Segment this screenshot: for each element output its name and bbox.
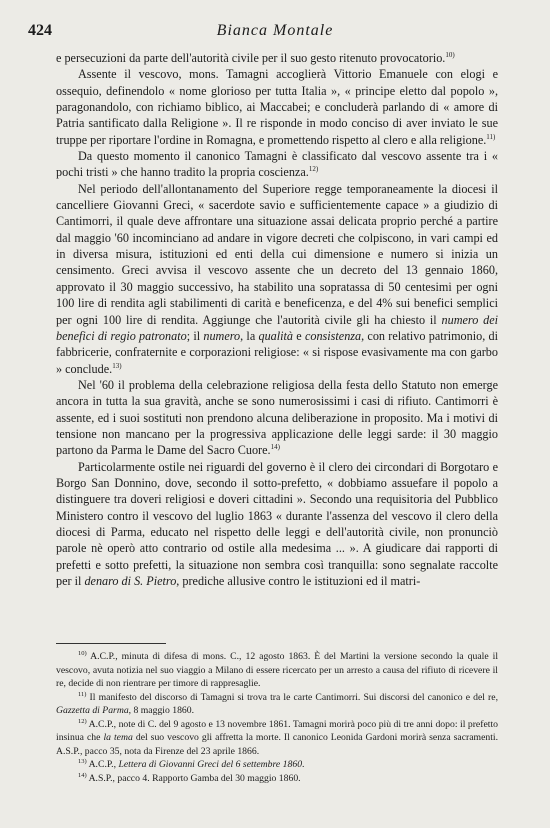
italic-text: la tema [103, 732, 133, 743]
footnote-text: Il manifesto del discorso di Tamagni si trova tra le carte Cantimorri. Sui discorsi del canonico e del re, [89, 691, 499, 703]
footnote-separator [56, 643, 166, 644]
italic-text: denaro di S. Pietro [84, 574, 177, 588]
paragraph-text: ; il [186, 328, 201, 343]
italic-text: qualità [258, 328, 294, 343]
paragraph-1 [56, 66, 498, 148]
footnote-ref: 10) [445, 51, 455, 59]
paragraph-text: , con relativo patrimonio, di fabbricerie, confraternite e corporazioni religiose: « si rispose evasivamente ma con garbo » conclude. [56, 328, 498, 376]
italic-text: Lettera di Giovanni Greci del 6 settembre 1860 [118, 759, 303, 770]
paragraph-5 [56, 459, 498, 590]
paragraph-text: e [293, 328, 302, 343]
footnote-text: A.C.P., minuta di difesa di mons. C., 12 agosto 1863. È del Martini la versione secondo la quale il vescovo, avuta notizia nel suo viaggio a Milano di essere ricercato per un arresto a causa del rifiuto di ricevere il re, decide di non rientrare per timore di rappresaglie. [56, 651, 499, 689]
footnotes [56, 650, 498, 785]
page-header [28, 22, 522, 46]
paragraph-3 [56, 181, 498, 377]
paragraph-2 [56, 148, 498, 181]
italic-text: consistenza [304, 328, 362, 343]
footnote-ref: 12) [308, 165, 319, 174]
paragraph-text: Nel periodo dell'allontanamento del Superiore regge temporaneamente la diocesi il cancelliere Giovanni Greci, « sacerdote savio e sufficientemente capace » a giudizio di Cantimorri, il quale deve affrontare una situazione assai delicata proprio perché a partire dal maggio '60 incominciano ad andare in vigore decreti che colpiscono, in vari campi ed in diversa misura, istituzioni ed enti della cui dimensione e numero si inizia un censimento. Greci avvisa il vescovo assente che un decreto del 13 gennaio 1860, approvato il 30 maggio successivo, ha stabilito una sopratassa di 50 centesimi per ogni 100 lire di rendita agli stabilimenti di carità e beneficenza, e del 4% sui benefici semplici per ogni 100 lire di rendita. Aggiunge che l'autorità civile gli ha chiesto il [56, 181, 498, 327]
main-text [56, 50, 498, 589]
footnote-13 [56, 758, 498, 772]
footnote-ref: 13) [112, 361, 122, 370]
italic-text: numero dei benefici di regio patronato [56, 312, 498, 343]
paragraph-text: , prediche allusive contro le istituzioni ed il matri- [176, 574, 421, 588]
paragraph-text: Particolarmente ostile nei riguardi del governo è il clero dei circondari di Borgotaro e Borgo San Donnino, dove, secondo il sotto-prefetto, « dobbiamo assuefare il popolo a distinguere tra doveri religiosi e doveri cittadini ». Secondo una requisitoria del Pubblico Ministero contro il vescovo del luglio 1863 « durante l'assenza del vescovo il clero della diocesi di Parma, educato nel rispetto delle leggi e dell'autorità civile, non pronunciò parole nè operò atto contrario od ostile alla medesima ... ». A giudicare dai rapporti di prefetti e sotto prefetti, la situazione non sembra così tranquilla: sono segnalate raccolte per il [56, 459, 498, 588]
footnote-12 [56, 718, 498, 759]
paragraph-text: , la [240, 328, 256, 343]
footnote-ref: 14) [270, 443, 280, 452]
paragraph-text: e persecuzioni da parte dell'autorità civile per il suo gesto ritenuto provocatorio. [56, 51, 446, 65]
footnote-text: A.S.P., pacco 4. Rapporto Gamba del 30 maggio 1860. [88, 772, 301, 784]
footnote-text: del suo vescovo gli affretta la morte. Il canonico Leonida Gardoni morirà senza sacramenti. A.S.P., pacco 35, nota da Firenze del 23 aprile 1866. [56, 732, 499, 757]
footnote-number: 11) [78, 690, 87, 698]
footnote-text: A.C.P., [88, 759, 117, 770]
italic-text: numero [203, 328, 241, 343]
paragraph-4 [56, 377, 498, 459]
paragraph-text: Da questo momento il canonico Tamagni è classificato dal vescovo assente tra i « pochi tristi » che hanno tradito la propria coscienza. [56, 149, 498, 180]
footnote-ref: 11) [486, 132, 496, 141]
footnote-number: 12) [78, 717, 87, 725]
running-head: Bianca Montale [216, 22, 334, 39]
footnote-number: 13) [78, 758, 87, 765]
paragraph-0 [56, 50, 498, 66]
paragraph-text: Nel '60 il problema della celebrazione religiosa della festa dello Statuto non emerge ancora in tutta la sua gravità, anche se sono numerosissimi i casi di rifiuto. Cantimorri è assente, ed i suoi sostituti non prendono alcuna deliberazione in proposito. Ma i motivi di tensione non mancano per la progressiva applicazione delle leggi sarde: il 30 maggio partono da Parma le Dame del Sacro Cuore. [56, 377, 498, 458]
paragraph-text: Assente il vescovo, mons. Tamagni accoglierà Vittorio Emanuele con elogi e ossequio, definendolo « nome glorioso per tutta Italia », « principe eletto dal popolo », paragonandolo, con richiamo biblico, ai Maccabei; e concluderà parlando di « amore di Patria santificato dalla Religione ». Il re risponde in modo conciso di aver inviato le sue truppe per riportare l'ordine in Romagna, e promettendo rispetto al clero e alla religione. [56, 67, 498, 147]
page-number: 424 [28, 22, 52, 39]
footnote-number: 10) [78, 650, 87, 657]
italic-text: Gazzetta di Parma [56, 705, 129, 716]
footnote-text: . [302, 759, 305, 770]
footnote-text: , 8 maggio 1860. [128, 705, 195, 716]
footnote-10 [56, 650, 498, 691]
footnote-number: 14) [78, 771, 87, 779]
footnote-14 [56, 772, 498, 786]
footnote-text: A.C.P., note di C. del 9 agosto e 13 novembre 1861. Tamagni morirà poco più di tre anni dopo: il prefetto insinua che [56, 718, 498, 743]
footnote-11 [56, 691, 498, 718]
